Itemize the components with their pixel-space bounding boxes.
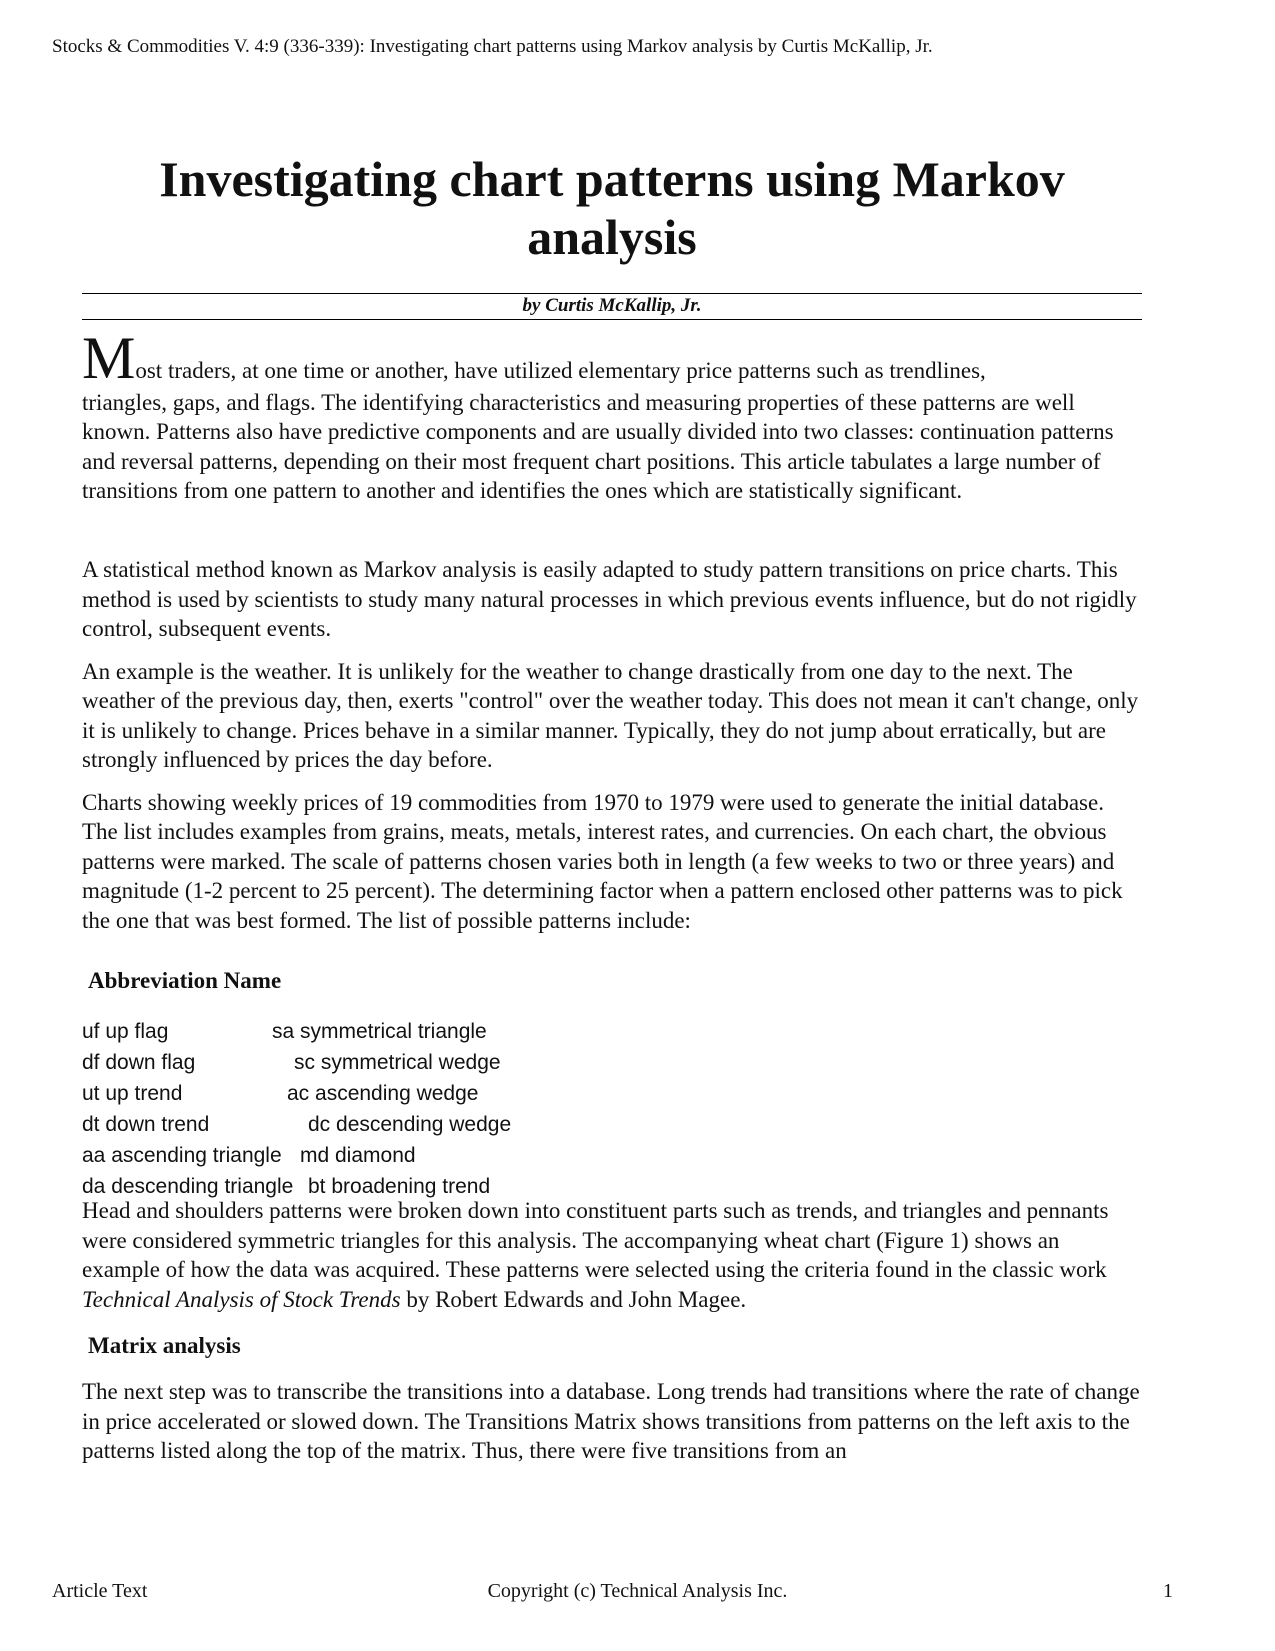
list-item: df down flag sc symmetrical wedge: [82, 1051, 501, 1074]
paragraph-1: [82, 325, 1142, 506]
list-item: aa ascending triangle md diamond: [82, 1144, 416, 1167]
byline-box: [82, 293, 1142, 320]
list-item: uf up flag sa symmetrical triangle: [82, 1020, 487, 1043]
footer-label: Article Text: [52, 1580, 148, 1602]
article-title: [82, 150, 1142, 266]
paragraph-4: Charts showing weekly prices of 19 commodities from 1970 to 1979 were used to generate the initial database. The list includes examples from grains, meats, metals, interest rates, and currencies. On each chart, the obvious patterns were marked. The scale of patterns chosen varies both in length (a few weeks to two or three years) and magnitude (1-2 percent to 25 percent). The determining factor when a pattern enclosed other patterns was to pick the one that was best formed. The list of possible patterns include:: [82, 789, 1123, 933]
book-title: Technical Analysis of Stock Trends: [82, 1286, 401, 1312]
footer-copyright: Copyright (c) Technical Analysis Inc.: [487, 1580, 788, 1602]
paragraph-1-first-line: ost traders, at one time or another, have utilized elementary price patterns such as trendlines,: [135, 358, 986, 383]
article-title-line1: Investigating chart patterns using Markov: [159, 151, 1065, 207]
body-column: [82, 555, 1142, 948]
running-header: Stocks & Commodities V. 4:9 (336-339): Investigating chart patterns using Markov analysis by Curtis McKallip, Jr.: [52, 36, 933, 57]
abbreviation-list: [82, 1016, 511, 1202]
abbreviation-heading: Abbreviation Name: [88, 968, 282, 993]
paragraph-2: A statistical method known as Markov analysis is easily adapted to study pattern transitions on price charts. This method is used by scientists to study many natural processes in which previous events influence, but do not rigidly control, subsequent events.: [82, 557, 1137, 641]
drop-cap: M: [82, 325, 136, 391]
byline: by Curtis McKallip, Jr.: [522, 295, 702, 316]
list-item: da descending triangle bt broadening trend: [82, 1175, 491, 1198]
paragraph-1-rest: triangles, gaps, and flags. The identifying characteristics and measuring properties of these patterns are well known. Patterns also have predictive components and are usually divided into two classes: continuation patterns and reversal patterns, depending on their most frequent chart positions. This article tabulates a large number of transitions from one pattern to another and identifies the ones which are statistically significant.: [82, 389, 1114, 503]
paragraph-6: The next step was to transcribe the transitions into a database. Long trends had transitions where the rate of change in price accelerated or slowed down. The Transitions Matrix shows transitions from patterns on the left axis to the patterns listed along the top of the matrix. Thus, there were five transitions from an: [82, 1379, 1140, 1463]
matrix-heading: Matrix analysis: [88, 1333, 241, 1358]
article-title-line2: analysis: [527, 209, 697, 265]
list-item: ut up trend ac ascending wedge: [82, 1082, 479, 1105]
page-number: 1: [1163, 1580, 1173, 1602]
list-item: dt down trend dc descending wedge: [82, 1113, 512, 1136]
paragraph-5: Head and shoulders patterns were broken down into constituent parts such as trends, and triangles and pennants were considered symmetric triangles for this analysis. The accompanying wheat chart (Figure 1) shows an example of how the data was acquired. These patterns were selected using the criteria found in the classic work Technical Analysis of Stock Trends by Robert Edwards and John Magee.: [82, 1198, 1109, 1312]
paragraph-3: An example is the weather. It is unlikely for the weather to change drastically from one day to the next. The weather of the previous day, then, exerts "control" over the weather today. This does not mean it can't change, only it is unlikely to change. Prices behave in a similar manner. Typically, they do not jump about erratically, but are strongly influenced by prices the day before.: [82, 658, 1139, 772]
